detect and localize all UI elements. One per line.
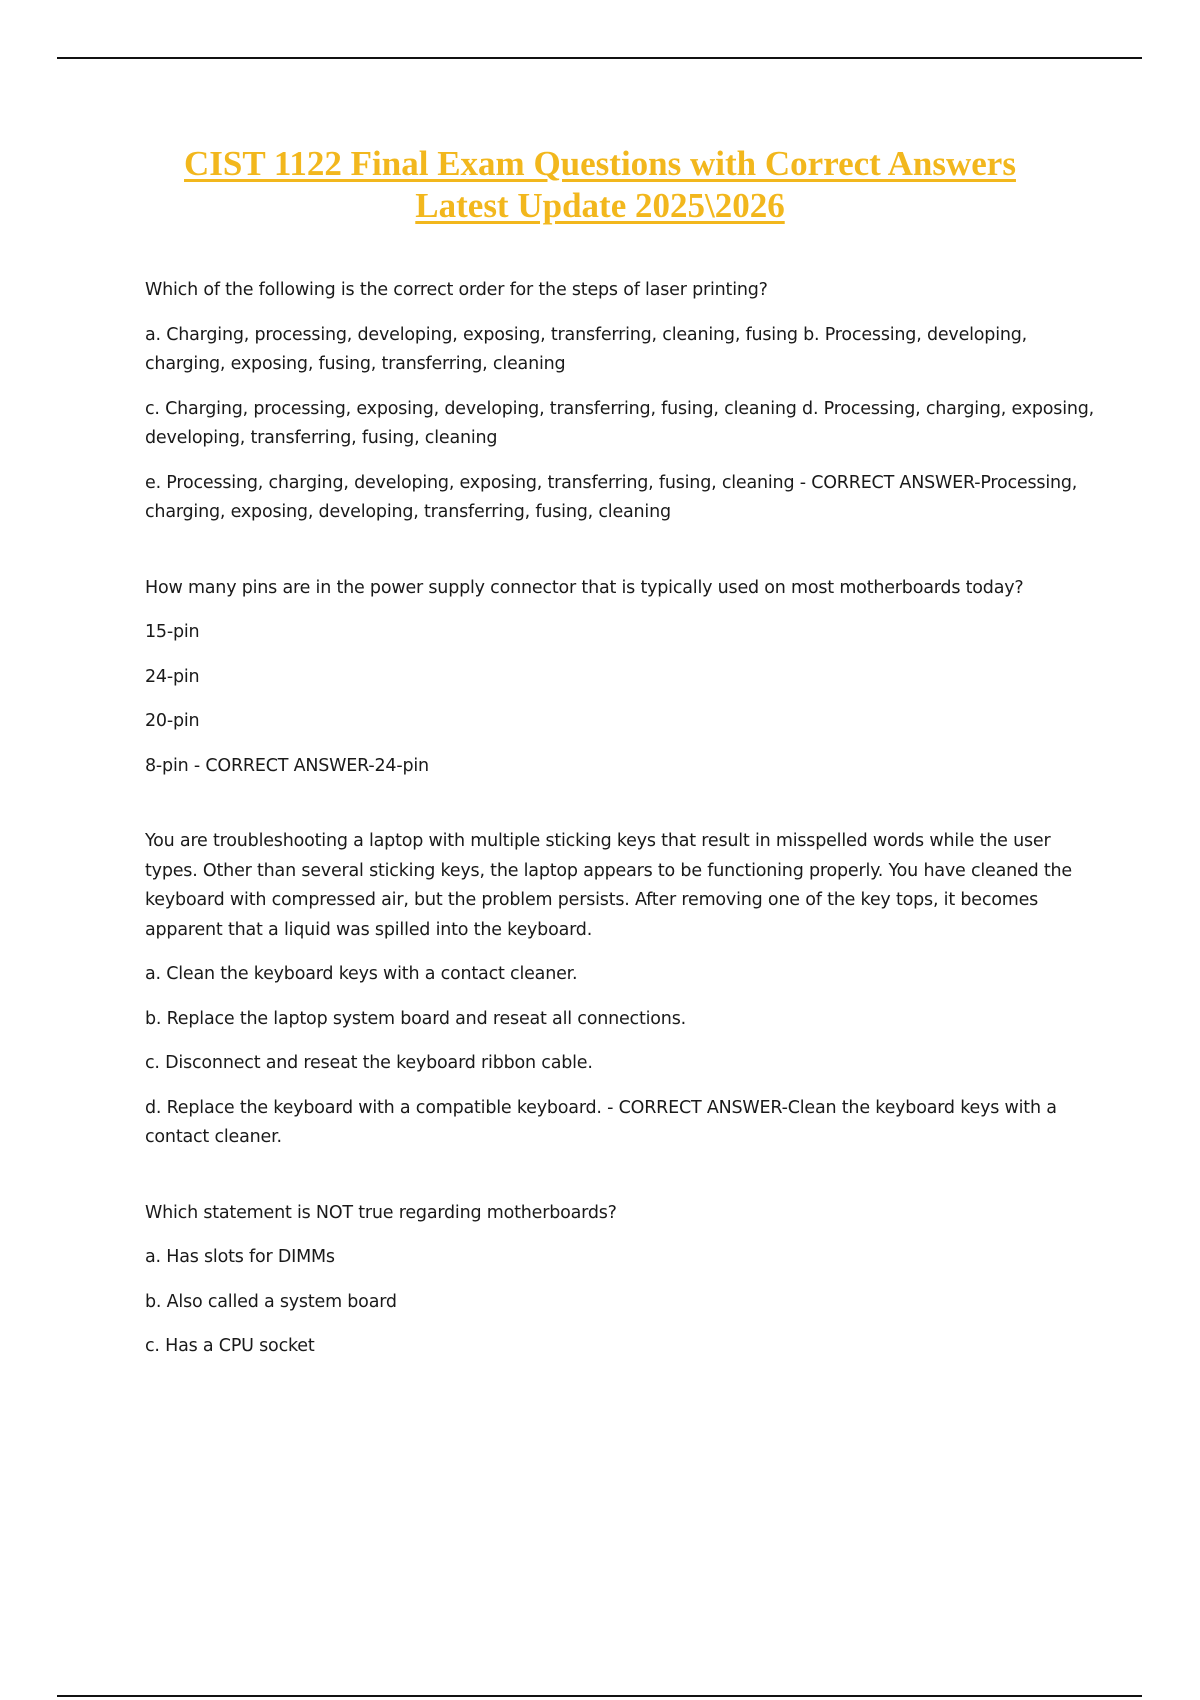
question-4 <box>145 1199 1095 1362</box>
answer-option: 15-pin <box>145 622 200 642</box>
title-line-2: Latest Update 2025\2026 <box>415 186 785 225</box>
answer-option: 20-pin <box>145 711 200 731</box>
question-3 <box>145 827 1095 1153</box>
header-rule <box>57 57 1142 59</box>
answer-option: c. Charging, processing, exposing, developing, transferring, fusing, cleaning d. Processing, charging, exposing, developing, transferring, fusing, cleaning <box>145 398 1095 448</box>
title-line-1: CIST 1122 Final Exam Questions with Correct Answers <box>184 144 1016 183</box>
document-title <box>60 143 1140 227</box>
question-text: How many pins are in the power supply connector that is typically used on most motherboards today? <box>145 577 1024 598</box>
question-text: You are troubleshooting a laptop with multiple sticking keys that result in misspelled words while the user types. Other than several sticking keys, the laptop appears to be functioning properly. You have cleaned the keyboard with compressed air, but the problem persists. After removing one of the key tops, it becomes apparent that a liquid was spilled into the keyboard. <box>145 831 1072 940</box>
answer-option: e. Processing, charging, developing, exposing, transferring, fusing, cleaning - CORRECT ANSWER-Processing, charging, exposing, developing, transferring, fusing, cleaning <box>145 472 1078 522</box>
document-body <box>145 276 1095 1377</box>
answer-option: c. Has a CPU socket <box>145 1336 315 1356</box>
answer-option: a. Has slots for DIMMs <box>145 1247 335 1267</box>
answer-option: a. Clean the keyboard keys with a contact cleaner. <box>145 964 578 984</box>
answer-option: c. Disconnect and reseat the keyboard ribbon cable. <box>145 1053 593 1073</box>
question-2 <box>145 574 1095 782</box>
question-text: Which statement is NOT true regarding motherboards? <box>145 1202 617 1223</box>
answer-option: 24-pin <box>145 666 200 687</box>
question-text: Which of the following is the correct order for the steps of laser printing? <box>145 280 768 300</box>
answer-option: b. Also called a system board <box>145 1291 397 1312</box>
question-1 <box>145 276 1095 528</box>
answer-option: a. Charging, processing, developing, exposing, transferring, cleaning, fusing b. Processing, developing, charging, exposing, fusing, transferring, cleaning <box>145 324 1028 374</box>
answer-option: b. Replace the laptop system board and reseat all connections. <box>145 1008 686 1029</box>
footer-rule <box>57 1695 1142 1697</box>
answer-option: 8-pin - CORRECT ANSWER-24-pin <box>145 755 429 776</box>
answer-option: d. Replace the keyboard with a compatible keyboard. - CORRECT ANSWER-Clean the keyboard keys with a contact cleaner. <box>145 1097 1057 1147</box>
